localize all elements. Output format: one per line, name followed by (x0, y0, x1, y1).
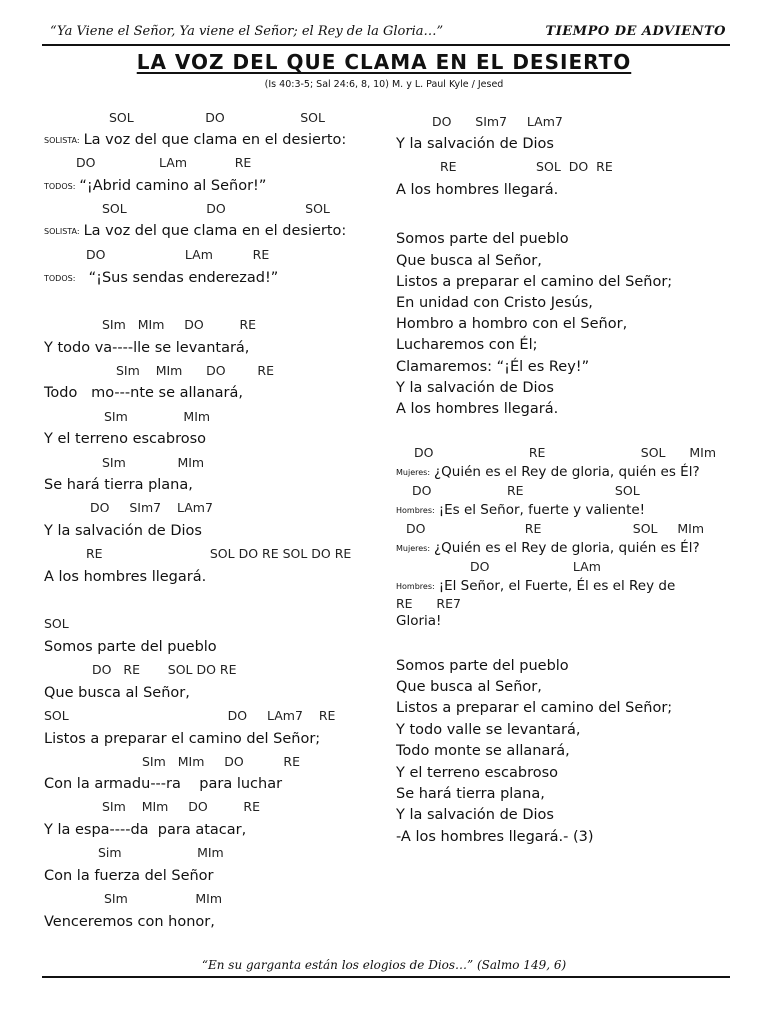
chord-text: SIm MIm DO RE (102, 317, 257, 332)
lyric-text: Listos a preparar el camino del Señor; (396, 700, 673, 716)
lyric-line (44, 132, 346, 148)
lyric-line (396, 679, 542, 695)
lyric-text: A los hombres llegará. (44, 569, 207, 585)
lyric-line (396, 722, 580, 738)
lyric-line (44, 270, 278, 286)
lyric-text: Y todo va----lle se levantará, (44, 340, 250, 356)
singer-role: SOLISTA: (44, 136, 80, 145)
chord-line (116, 363, 274, 378)
chord-text: DO LAm (470, 559, 601, 574)
lyric-text: Lucharemos con Él; (396, 337, 538, 353)
lyric-line (396, 807, 554, 823)
singer-role: Hombres: (396, 582, 435, 591)
lyric-text: Con la fuerza del Señor (44, 868, 214, 884)
chord-line (104, 409, 210, 424)
lyric-text: Somos parte del pueblo (44, 639, 217, 655)
chord-text: DO RE SOL MIm (414, 445, 716, 460)
lyric-text: Y la salvación de Dios (396, 136, 554, 152)
lyric-line (396, 231, 569, 247)
lyric-text: “¡Abrid camino al Señor!” (79, 178, 267, 194)
chord-line (102, 201, 330, 216)
chord-text: RE RE7 (396, 596, 461, 611)
chord-line (406, 521, 704, 536)
chord-text: SIm MIm (104, 891, 222, 906)
lyric-text: En unidad con Cristo Jesús, (396, 295, 593, 311)
lyric-line (44, 822, 246, 838)
singer-role: TODOS: (44, 182, 76, 191)
lyric-text: Y la espa----da para atacar, (44, 822, 247, 838)
lyric-line (44, 868, 214, 884)
lyric-line (396, 316, 627, 332)
lyric-text: ¿Quién es el Rey de gloria, quién es Él? (434, 540, 700, 556)
chord-line (102, 317, 256, 332)
lyric-text: Todo mo---nte se allanará, (44, 385, 243, 401)
chord-line (412, 483, 640, 498)
chord-text: DO RE SOL MIm (406, 521, 705, 536)
lyric-line (44, 914, 215, 930)
header-rule (42, 44, 730, 46)
chord-line (102, 455, 204, 470)
lyric-text: ¿Quién es el Rey de gloria, quién es Él? (434, 464, 700, 480)
lyric-line (396, 274, 672, 290)
lyric-line (44, 431, 206, 447)
lyric-line (396, 829, 594, 845)
chord-line (142, 754, 300, 769)
header-quote: “Ya Viene el Señor, Ya viene el Señor; el Rey de la Gloria…” (50, 24, 444, 39)
lyric-text: Y la salvación de Dios (396, 380, 554, 396)
chord-line (104, 891, 222, 906)
lyric-text: -A los hombres llegará.- (3) (396, 829, 594, 845)
singer-role: Hombres: (396, 506, 435, 515)
chord-text: DO SIm7 LAm7 (432, 114, 563, 129)
lyric-text: Gloria! (396, 613, 442, 629)
chord-line (44, 708, 335, 723)
chord-line (470, 559, 601, 574)
song-title (0, 50, 768, 74)
chord-line (396, 596, 461, 611)
lyric-text: A los hombres llegará. (396, 182, 559, 198)
chord-text: SOL DO SOL (109, 110, 325, 125)
chord-line (109, 110, 325, 125)
chord-text: DO LAm RE (76, 155, 252, 170)
lyric-line (44, 776, 282, 792)
lyric-line (396, 401, 558, 417)
lyric-line (396, 743, 570, 759)
lyric-line (396, 182, 558, 198)
chord-line (92, 662, 237, 677)
lyric-text: Todo monte se allanará, (396, 743, 570, 759)
lyric-line (44, 639, 217, 655)
lyric-text: Que busca al Señor, (44, 685, 190, 701)
chord-text: DO LAm RE (86, 247, 270, 262)
chord-text: SOL DO SOL (102, 201, 330, 216)
chord-line (86, 546, 351, 561)
chord-text: SOL DO LAm7 RE (44, 708, 336, 723)
lyric-line (396, 578, 675, 594)
lyric-line (44, 477, 193, 493)
lyric-text: A los hombres llegará. (396, 401, 559, 417)
lyric-text: Y la salvación de Dios (396, 807, 554, 823)
lyric-line (396, 337, 538, 353)
lyric-line (44, 569, 206, 585)
chord-line (90, 500, 213, 515)
lyric-line (396, 253, 542, 269)
lyric-text: ¡El Señor, el Fuerte, Él es el Rey de (438, 578, 676, 594)
lyric-line (396, 786, 545, 802)
lyric-line (396, 502, 645, 518)
lyric-text: Y todo valle se levantará, (396, 722, 581, 738)
lyric-line (396, 613, 441, 629)
chord-text: SIm MIm DO RE (102, 799, 261, 814)
singer-role: Mujeres: (396, 544, 431, 553)
footer-quote: “En su garganta están los elogios de Dios…” (Salmo 149, 6) (201, 958, 567, 972)
lyric-line (44, 385, 243, 401)
lyric-line (44, 731, 320, 747)
lyric-line (396, 765, 558, 781)
lyric-text: Somos parte del pueblo (396, 231, 569, 247)
lyric-line (396, 380, 554, 396)
chord-line (44, 616, 69, 631)
lyric-text: Se hará tierra plana, (396, 786, 545, 802)
lyric-text: Hombro a hombro con el Señor, (396, 316, 628, 332)
singer-role: SOLISTA: (44, 227, 80, 236)
lyric-text: La voz del que clama en el desierto: (83, 132, 347, 148)
lyric-text: Se hará tierra plana, (44, 477, 193, 493)
lyric-line (44, 523, 202, 539)
lyric-line (44, 340, 249, 356)
lyric-line (396, 136, 554, 152)
lyric-text: Somos parte del pueblo (396, 658, 569, 674)
chord-text: SIm MIm DO RE (116, 363, 275, 378)
lyric-text: “¡Sus sendas enderezad!” (79, 270, 279, 286)
chord-text: DO RE SOL (412, 483, 640, 498)
song-title-text: LA VOZ DEL QUE CLAMA EN EL DESIERTO (136, 50, 632, 74)
chord-text: SIm MIm DO RE (142, 754, 301, 769)
lyric-text: Con la armadu---ra para luchar (44, 776, 283, 792)
chord-line (86, 247, 269, 262)
chord-text: DO SIm7 LAm7 (90, 500, 213, 515)
chord-line (432, 114, 563, 129)
lyric-line (44, 685, 190, 701)
lyric-line (396, 658, 569, 674)
lyric-text: Que busca al Señor, (396, 253, 542, 269)
lyric-text: La voz del que clama en el desierto: (83, 223, 347, 239)
lyric-line (44, 223, 346, 239)
lyric-text: Y el terreno escabroso (44, 431, 207, 447)
lyric-text: Y el terreno escabroso (396, 765, 559, 781)
lyric-text: Listos a preparar el camino del Señor; (44, 731, 321, 747)
footer-rule (42, 976, 730, 978)
singer-role: Mujeres: (396, 468, 431, 477)
chord-line (98, 845, 224, 860)
chord-line (440, 159, 613, 174)
lyric-line (396, 700, 672, 716)
chord-text: RE SOL DO RE (440, 159, 613, 174)
lyric-text: Listos a preparar el camino del Señor; (396, 274, 673, 290)
chord-text: SIm MIm (102, 455, 205, 470)
song-subtitle: (Is 40:3-5; Sal 24:6, 8, 10) M. y L. Paul Kyle / Jesed (264, 79, 504, 90)
header-season: TIEMPO DE ADVIENTO (545, 24, 726, 39)
lyric-text: Venceremos con honor, (44, 914, 215, 930)
lyric-line (396, 540, 700, 556)
chord-text: Sim MIm (98, 845, 224, 860)
lyric-text: Clamaremos: “¡Él es Rey!” (396, 359, 590, 375)
lyric-line (396, 295, 593, 311)
chord-text: DO RE SOL DO RE (92, 662, 237, 677)
chord-line (102, 799, 260, 814)
chord-text: SIm MIm (104, 409, 211, 424)
singer-role: TODOS: (44, 274, 76, 283)
lyric-line (396, 464, 700, 480)
lyric-text: ¡Es el Señor, fuerte y valiente! (438, 502, 646, 518)
lyric-line (44, 178, 266, 194)
chord-text: RE SOL DO RE SOL DO RE (86, 546, 352, 561)
lyric-text: Que busca al Señor, (396, 679, 542, 695)
chord-text: SOL (44, 616, 69, 631)
chord-line (76, 155, 251, 170)
lyric-line (396, 359, 589, 375)
chord-line (414, 445, 716, 460)
lyric-text: Y la salvación de Dios (44, 523, 202, 539)
